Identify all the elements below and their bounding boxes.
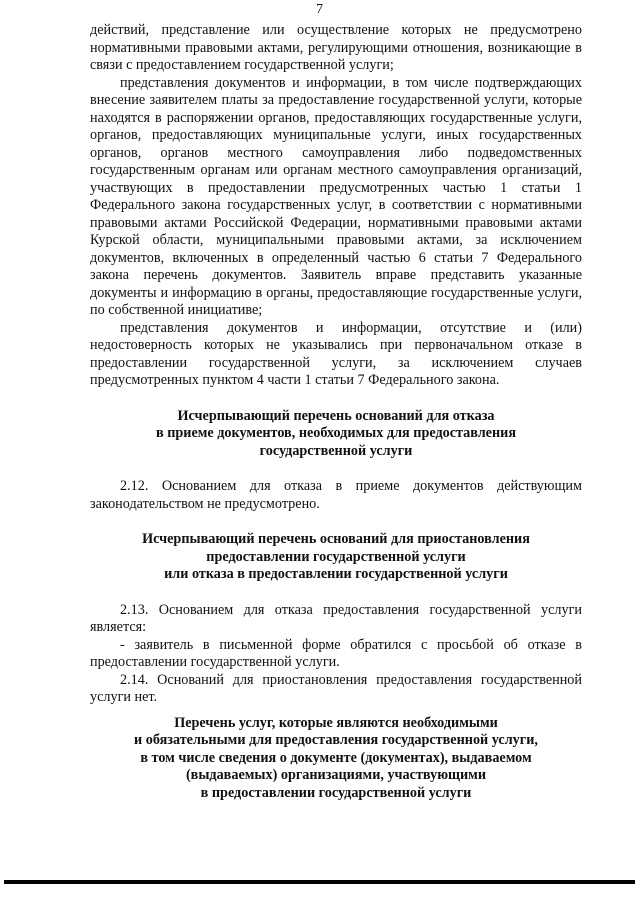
heading-suspension-grounds-line-1: Исчерпывающий перечень оснований для приостановления bbox=[142, 531, 530, 547]
document-body bbox=[90, 22, 582, 802]
heading-required-services-line-1: Перечень услуг, которые являются необходимыми bbox=[174, 714, 498, 731]
heading-suspension-grounds-line-3: или отказа в предоставлении государственной услуги bbox=[164, 566, 508, 582]
paragraph-actions: действий, представление или осуществление которых не предусмотрено нормативными правовыми актами, регулирующими отношения, возникающие в связи с предоставлением государственной услуги; bbox=[90, 22, 582, 73]
bottom-scan-border bbox=[4, 880, 635, 884]
paragraph-2-14: 2.14. Оснований для приостановления предоставления государственной услуги нет. bbox=[90, 671, 582, 705]
heading-suspension-grounds-line-2: предоставлении государственной услуги bbox=[206, 548, 466, 565]
heading-required-services-line-4: (выдаваемых) организациями, участвующими bbox=[185, 767, 487, 783]
heading-refusal-grounds-line-2: в приеме документов, необходимых для предоставления bbox=[156, 425, 516, 441]
heading-refusal-grounds-line-3: государственной услуги bbox=[259, 442, 413, 459]
paragraph-2-13: 2.13. Основанием для отказа предоставления государственной услуги является: bbox=[90, 601, 582, 635]
heading-required-services-line-5: в предоставлении государственной услуги bbox=[200, 784, 472, 801]
paragraph-initial-refusal: представления документов и информации, отсутствие и (или) недостоверность которых не указывались при первоначальном отказе в предоставлении государственной услуги, за исключением случаев предусмотренных пунктом 4 части 1 статьи 7 Федерального закона. bbox=[90, 319, 582, 388]
heading-required-services-line-2: и обязательными для предоставления государственной услуги, bbox=[134, 732, 538, 748]
paragraph-2-13-item: - заявитель в письменной форме обратился с просьбой об отказе в предоставлении государственной услуги. bbox=[90, 636, 582, 670]
paragraph-2-12: 2.12. Основанием для отказа в приеме документов действующим законодательством не предусмотрено. bbox=[90, 478, 582, 512]
heading-required-services-line-3: в том числе сведения о документе (документах), выдаваемом bbox=[140, 749, 532, 766]
heading-refusal-grounds-line-1: Исчерпывающий перечень оснований для отказа bbox=[177, 407, 495, 424]
page-number: 7 bbox=[316, 2, 323, 17]
paragraph-documents-information: представления документов и информации, в том числе подтверждающих внесение заявителем платы за предоставление государственной услуги, которые находятся в распоряжении органов, предоставляющих государственные услуги, органов, предоставляющих муниципальные услуги, иных государственных органов, органов местного самоуправления либо подведомственных государственным органам или органам местного самоуправления организаций, участвующих в предоставлении предусмотренных частью 1 статьи 1 Федерального закона государственных услуг, в соответствии с нормативными правовыми актами Российской Федерации, нормативными правовыми актами Курской области, муниципальными правовыми актами, за исключением документов, включенных в определенный частью 6 статьи 7 Федерального закона перечень документов. Заявитель вправе представить указанные документы и информацию в органы, предоставляющие государственные услуги, по собственной инициативе; bbox=[90, 74, 582, 318]
